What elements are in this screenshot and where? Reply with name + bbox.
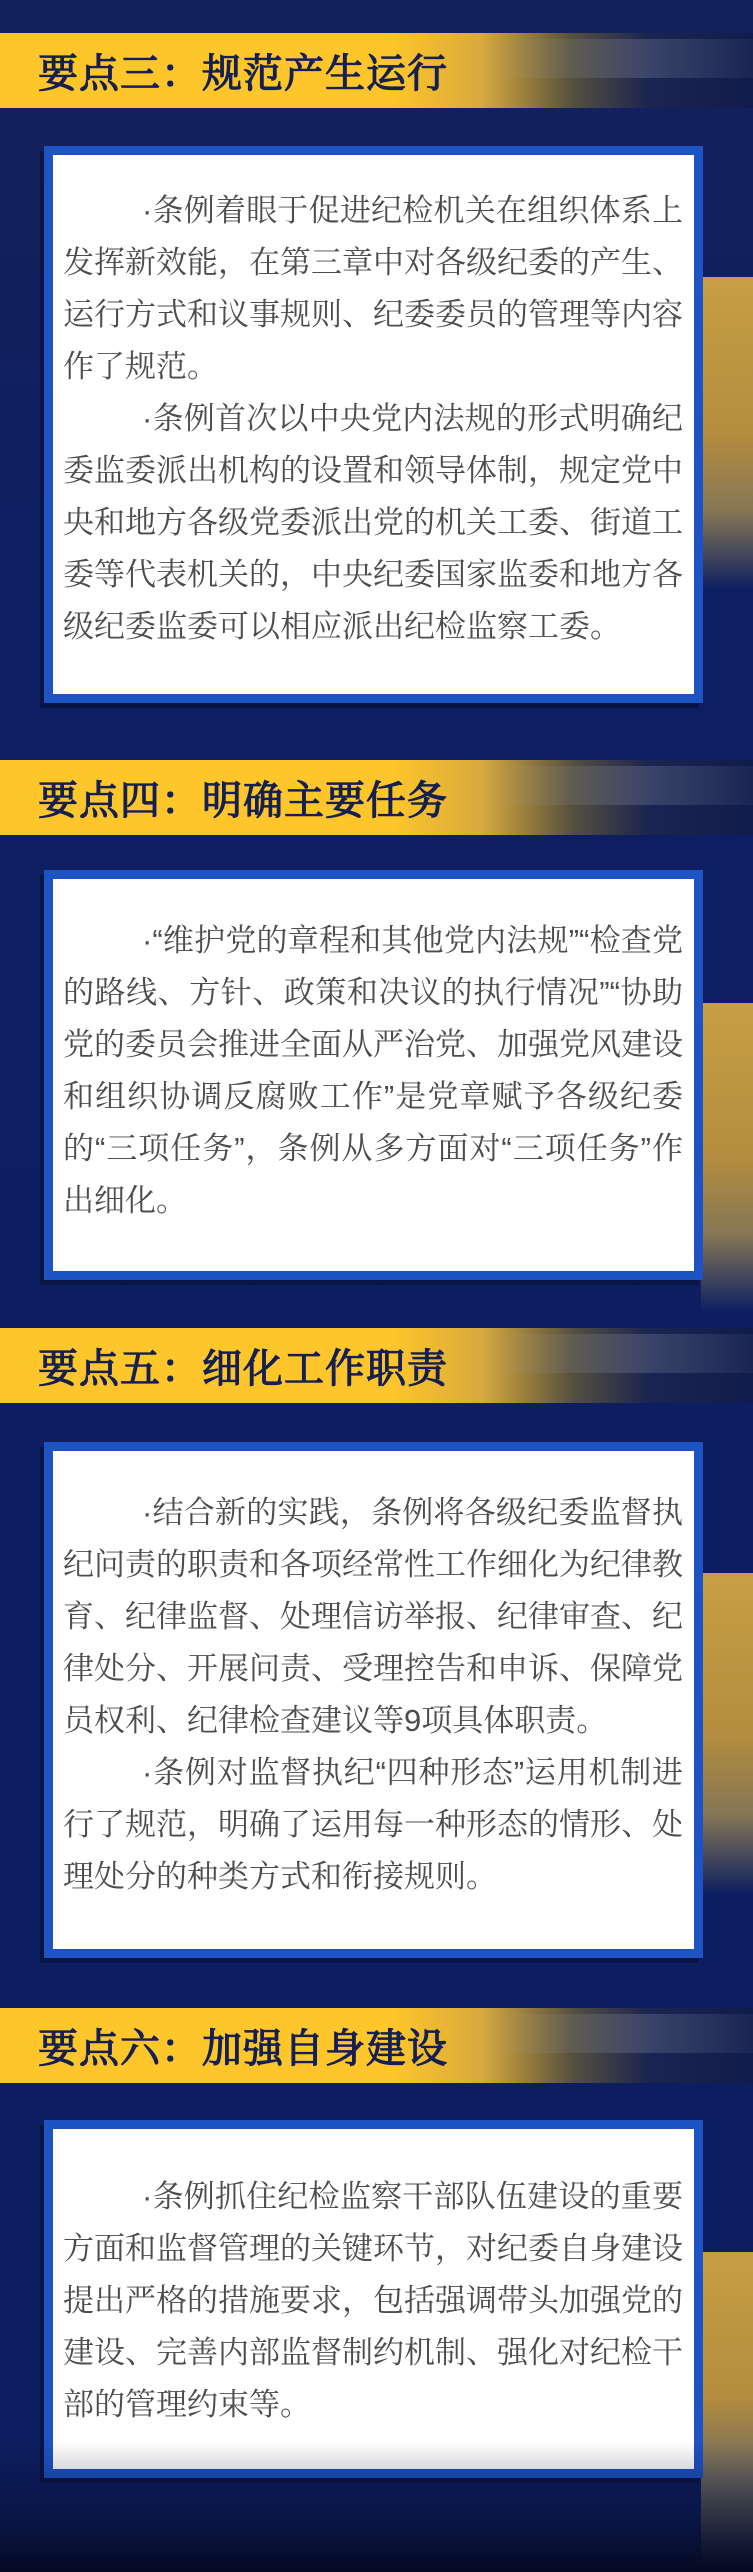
card-paragraph: ·条例抓住纪检监察干部队伍建设的重要方面和监督管理的关键环节，对纪委自身建设提出严格的措施要求，包括强调带头加强党的建设、完善内部监督制约机制、强化对纪检干部的管理约束等。 xyxy=(63,2179,683,2422)
gold-bar-decoration xyxy=(701,2252,753,2572)
section-title-point-3: 要点三：规范产生运行 xyxy=(38,52,448,96)
gold-bar-decoration xyxy=(701,1573,753,1895)
section-banner-point-5 xyxy=(0,1328,753,1403)
section-banner-point-4 xyxy=(0,760,753,835)
section-banner-point-6 xyxy=(0,2008,753,2083)
section-banner-point-3 xyxy=(0,33,753,108)
section-title-point-4: 要点四：明确主要任务 xyxy=(38,779,448,823)
gold-bar-decoration xyxy=(701,1003,753,1312)
card-paragraph: ·“维护党的章程和其他党内法规”“检查党的路线、方针、政策和决议的执行情况”“协助党的委员会推进全面从严治党、加强党风建设和组织协调反腐败工作”是党章赋予各级纪委的“三项任务”，条例从多方面对“三项任务”作出细化。 xyxy=(63,923,683,1218)
section-title-point-6: 要点六：加强自身建设 xyxy=(38,2027,448,2071)
card-paragraph: ·结合新的实践，条例将各级纪委监督执纪问责的职责和各项经常性工作细化为纪律教育、纪律监督、处理信访举报、纪律审查、纪律处分、开展问责、受理控告和申诉、保障党员权利、纪律检查建议等9项具体职责。 xyxy=(63,1495,683,1738)
section-card-point-6 xyxy=(44,2120,703,2478)
card-paragraph: ·条例对监督执纪“四种形态”运用机制进行了规范，明确了运用每一种形态的情形、处理处分的种类方式和衔接规则。 xyxy=(63,1755,683,1894)
section-card-point-4 xyxy=(44,870,703,1280)
gold-bar-decoration xyxy=(701,277,753,590)
section-card-point-5 xyxy=(44,1442,703,1958)
section-card-point-3 xyxy=(44,146,703,703)
card-paragraph: ·条例着眼于促进纪检机关在组织体系上发挥新效能，在第三章中对各级纪委的产生、运行方式和议事规则、纪委委员的管理等内容作了规范。 xyxy=(63,193,683,384)
section-title-point-5: 要点五：细化工作职责 xyxy=(38,1347,448,1391)
card-paragraph: ·条例首次以中央党内法规的形式明确纪委监委派出机构的设置和领导体制，规定党中央和地方各级党委派出党的机关工委、街道工委等代表机关的，中央纪委国家监委和地方各级纪委监委可以相应派出纪检监察工委。 xyxy=(63,401,683,644)
